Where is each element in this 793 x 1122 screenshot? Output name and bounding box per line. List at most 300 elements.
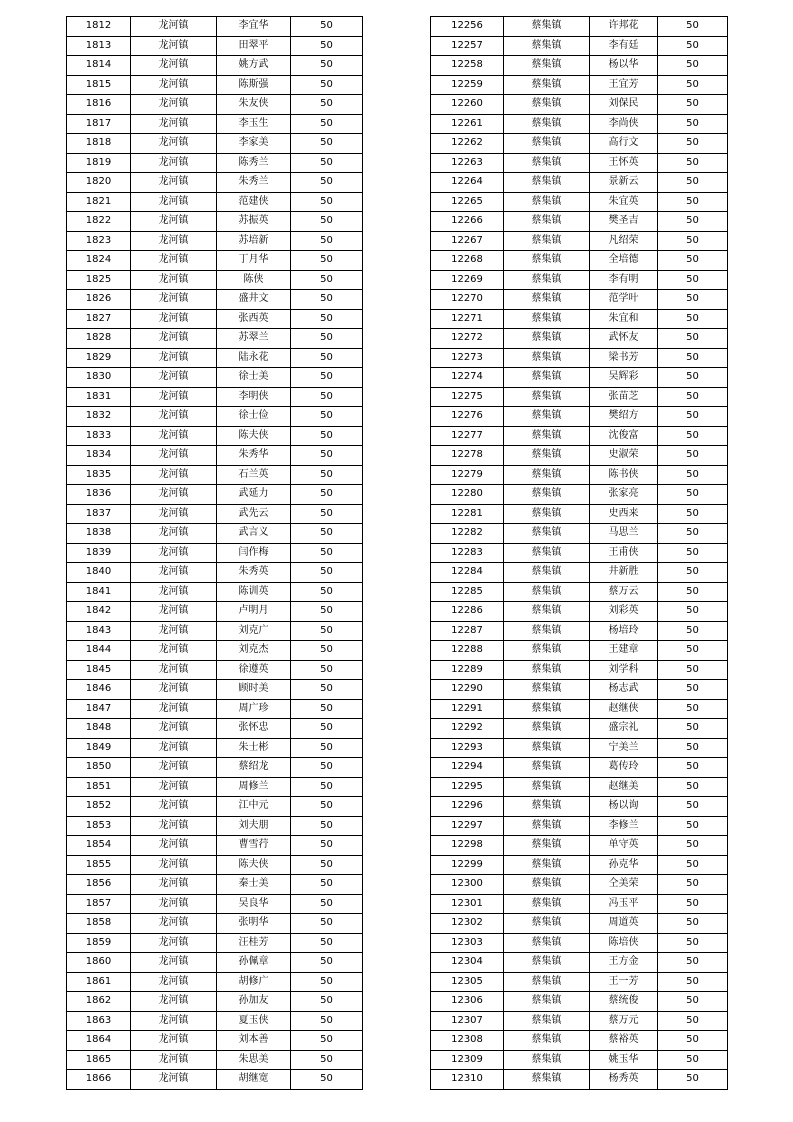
serial-cell: 1840: [67, 563, 131, 583]
amount-cell: 50: [658, 1031, 728, 1051]
name-cell: 胡修广: [217, 972, 291, 992]
amount-cell: 50: [291, 329, 363, 349]
name-cell: 杨志武: [590, 680, 658, 700]
table-row: [431, 758, 728, 778]
serial-cell: 12264: [431, 173, 504, 193]
serial-cell: 12272: [431, 329, 504, 349]
table-row: [67, 192, 363, 212]
town-cell: 蔡集镇: [504, 602, 590, 622]
town-cell: 龙河镇: [131, 426, 217, 446]
table-row: [67, 1070, 363, 1090]
town-cell: 龙河镇: [131, 153, 217, 173]
amount-cell: 50: [291, 797, 363, 817]
table-row: [431, 95, 728, 115]
table-row: [67, 680, 363, 700]
serial-cell: 12276: [431, 407, 504, 427]
serial-cell: 12305: [431, 972, 504, 992]
left-table-body: [67, 17, 363, 1090]
amount-cell: 50: [658, 270, 728, 290]
name-cell: 张怀忠: [217, 719, 291, 739]
serial-cell: 1853: [67, 816, 131, 836]
town-cell: 龙河镇: [131, 855, 217, 875]
table-row: [67, 426, 363, 446]
town-cell: 蔡集镇: [504, 212, 590, 232]
table-row: [431, 309, 728, 329]
town-cell: 龙河镇: [131, 407, 217, 427]
name-cell: 武先云: [217, 504, 291, 524]
table-row: [67, 134, 363, 154]
town-cell: 蔡集镇: [504, 504, 590, 524]
table-row: [431, 699, 728, 719]
name-cell: 秦士美: [217, 875, 291, 895]
town-cell: 蔡集镇: [504, 387, 590, 407]
town-cell: 龙河镇: [131, 114, 217, 134]
town-cell: 龙河镇: [131, 368, 217, 388]
name-cell: 闫作梅: [217, 543, 291, 563]
town-cell: 蔡集镇: [504, 231, 590, 251]
amount-cell: 50: [291, 836, 363, 856]
table-row: [67, 524, 363, 544]
town-cell: 蔡集镇: [504, 17, 590, 37]
amount-cell: 50: [658, 290, 728, 310]
amount-cell: 50: [658, 777, 728, 797]
table-row: [431, 368, 728, 388]
amount-cell: 50: [291, 719, 363, 739]
name-cell: 王一芳: [590, 972, 658, 992]
amount-cell: 50: [291, 251, 363, 271]
amount-cell: 50: [291, 699, 363, 719]
amount-cell: 50: [291, 758, 363, 778]
town-cell: 龙河镇: [131, 972, 217, 992]
amount-cell: 50: [291, 621, 363, 641]
town-cell: 蔡集镇: [504, 933, 590, 953]
table-row: [431, 36, 728, 56]
name-cell: 张明华: [217, 914, 291, 934]
serial-cell: 12295: [431, 777, 504, 797]
amount-cell: 50: [291, 134, 363, 154]
name-cell: 朱秀华: [217, 446, 291, 466]
table-row: [67, 816, 363, 836]
name-cell: 蔡统俊: [590, 992, 658, 1012]
town-cell: 龙河镇: [131, 699, 217, 719]
serial-cell: 12299: [431, 855, 504, 875]
name-cell: 张苗芝: [590, 387, 658, 407]
serial-cell: 12290: [431, 680, 504, 700]
name-cell: 徐士美: [217, 368, 291, 388]
table-row: [431, 1050, 728, 1070]
name-cell: 吴良华: [217, 894, 291, 914]
serial-cell: 12287: [431, 621, 504, 641]
town-cell: 龙河镇: [131, 17, 217, 37]
amount-cell: 50: [291, 1011, 363, 1031]
name-cell: 姚玉华: [590, 1050, 658, 1070]
town-cell: 龙河镇: [131, 329, 217, 349]
amount-cell: 50: [658, 17, 728, 37]
name-cell: 陈秀兰: [217, 153, 291, 173]
name-cell: 陈侠: [217, 270, 291, 290]
amount-cell: 50: [658, 231, 728, 251]
town-cell: 龙河镇: [131, 680, 217, 700]
serial-cell: 1850: [67, 758, 131, 778]
table-row: [431, 446, 728, 466]
name-cell: 徐士俭: [217, 407, 291, 427]
town-cell: 龙河镇: [131, 738, 217, 758]
serial-cell: 1857: [67, 894, 131, 914]
name-cell: 蔡万云: [590, 582, 658, 602]
town-cell: 蔡集镇: [504, 75, 590, 95]
town-cell: 龙河镇: [131, 914, 217, 934]
amount-cell: 50: [658, 465, 728, 485]
table-row: [67, 602, 363, 622]
amount-cell: 50: [291, 894, 363, 914]
table-row: [67, 1050, 363, 1070]
serial-cell: 1864: [67, 1031, 131, 1051]
town-cell: 龙河镇: [131, 953, 217, 973]
town-cell: 龙河镇: [131, 446, 217, 466]
serial-cell: 1820: [67, 173, 131, 193]
town-cell: 蔡集镇: [504, 426, 590, 446]
name-cell: 李有明: [590, 270, 658, 290]
serial-cell: 12271: [431, 309, 504, 329]
amount-cell: 50: [658, 446, 728, 466]
table-row: [67, 1031, 363, 1051]
table-row: [67, 368, 363, 388]
serial-cell: 12293: [431, 738, 504, 758]
table-row: [431, 641, 728, 661]
amount-cell: 50: [658, 602, 728, 622]
table-row: [67, 914, 363, 934]
amount-cell: 50: [291, 1070, 363, 1090]
name-cell: 顾时美: [217, 680, 291, 700]
town-cell: 蔡集镇: [504, 836, 590, 856]
serial-cell: 12281: [431, 504, 504, 524]
name-cell: 史淑荣: [590, 446, 658, 466]
name-cell: 吴辉彩: [590, 368, 658, 388]
name-cell: 范学叶: [590, 290, 658, 310]
table-row: [67, 17, 363, 37]
town-cell: 蔡集镇: [504, 543, 590, 563]
table-row: [67, 56, 363, 76]
table-row: [431, 816, 728, 836]
name-cell: 朱宜和: [590, 309, 658, 329]
town-cell: 蔡集镇: [504, 1070, 590, 1090]
name-cell: 王甫侠: [590, 543, 658, 563]
right-table-body: [431, 17, 728, 1090]
table-row: [431, 992, 728, 1012]
name-cell: 杨培玲: [590, 621, 658, 641]
serial-cell: 12268: [431, 251, 504, 271]
amount-cell: 50: [291, 1050, 363, 1070]
table-row: [67, 894, 363, 914]
amount-cell: 50: [658, 114, 728, 134]
amount-cell: 50: [291, 192, 363, 212]
serial-cell: 12285: [431, 582, 504, 602]
table-row: [431, 485, 728, 505]
town-cell: 龙河镇: [131, 816, 217, 836]
serial-cell: 1829: [67, 348, 131, 368]
table-row: [431, 855, 728, 875]
table-row: [67, 582, 363, 602]
amount-cell: 50: [291, 17, 363, 37]
town-cell: 龙河镇: [131, 387, 217, 407]
table-row: [67, 212, 363, 232]
table-row: [431, 660, 728, 680]
amount-cell: 50: [658, 387, 728, 407]
name-cell: 樊绍方: [590, 407, 658, 427]
serial-cell: 1819: [67, 153, 131, 173]
amount-cell: 50: [658, 56, 728, 76]
serial-cell: 1861: [67, 972, 131, 992]
serial-cell: 12284: [431, 563, 504, 583]
amount-cell: 50: [291, 407, 363, 427]
serial-cell: 12273: [431, 348, 504, 368]
amount-cell: 50: [291, 153, 363, 173]
name-cell: 许邦花: [590, 17, 658, 37]
name-cell: 单守英: [590, 836, 658, 856]
name-cell: 孙佩章: [217, 953, 291, 973]
name-cell: 高行文: [590, 134, 658, 154]
name-cell: 蔡裕英: [590, 1031, 658, 1051]
table-row: [67, 173, 363, 193]
serial-cell: 1838: [67, 524, 131, 544]
amount-cell: 50: [291, 387, 363, 407]
serial-cell: 12260: [431, 95, 504, 115]
table-row: [67, 875, 363, 895]
amount-cell: 50: [658, 153, 728, 173]
table-row: [431, 251, 728, 271]
name-cell: 李玉生: [217, 114, 291, 134]
table-row: [431, 153, 728, 173]
table-row: [431, 231, 728, 251]
table-row: [67, 621, 363, 641]
town-cell: 蔡集镇: [504, 738, 590, 758]
amount-cell: 50: [658, 582, 728, 602]
town-cell: 龙河镇: [131, 75, 217, 95]
table-row: [431, 894, 728, 914]
table-row: [431, 270, 728, 290]
town-cell: 蔡集镇: [504, 192, 590, 212]
name-cell: 陈斯强: [217, 75, 291, 95]
serial-cell: 12309: [431, 1050, 504, 1070]
serial-cell: 1822: [67, 212, 131, 232]
table-row: [431, 680, 728, 700]
town-cell: 蔡集镇: [504, 368, 590, 388]
name-cell: 陈夫侠: [217, 426, 291, 446]
amount-cell: 50: [658, 192, 728, 212]
serial-cell: 1837: [67, 504, 131, 524]
town-cell: 蔡集镇: [504, 290, 590, 310]
table-row: [431, 465, 728, 485]
name-cell: 江中元: [217, 797, 291, 817]
name-cell: 陈夫侠: [217, 855, 291, 875]
serial-cell: 1812: [67, 17, 131, 37]
town-cell: 龙河镇: [131, 56, 217, 76]
table-row: [67, 855, 363, 875]
amount-cell: 50: [658, 797, 728, 817]
table-row: [431, 1011, 728, 1031]
name-cell: 周广珍: [217, 699, 291, 719]
table-row: [431, 504, 728, 524]
table-row: [67, 114, 363, 134]
serial-cell: 1852: [67, 797, 131, 817]
serial-cell: 12263: [431, 153, 504, 173]
town-cell: 蔡集镇: [504, 972, 590, 992]
name-cell: 周道英: [590, 914, 658, 934]
town-cell: 蔡集镇: [504, 153, 590, 173]
table-row: [431, 114, 728, 134]
amount-cell: 50: [291, 875, 363, 895]
table-row: [431, 836, 728, 856]
name-cell: 刘彩英: [590, 602, 658, 622]
amount-cell: 50: [291, 816, 363, 836]
table-row: [431, 602, 728, 622]
amount-cell: 50: [658, 1011, 728, 1031]
amount-cell: 50: [658, 699, 728, 719]
serial-cell: 1845: [67, 660, 131, 680]
name-cell: 刘克杰: [217, 641, 291, 661]
amount-cell: 50: [658, 251, 728, 271]
amount-cell: 50: [291, 602, 363, 622]
serial-cell: 12261: [431, 114, 504, 134]
name-cell: 卢明月: [217, 602, 291, 622]
name-cell: 井新胜: [590, 563, 658, 583]
amount-cell: 50: [658, 1070, 728, 1090]
name-cell: 刘学科: [590, 660, 658, 680]
serial-cell: 12302: [431, 914, 504, 934]
serial-cell: 12303: [431, 933, 504, 953]
table-row: [431, 914, 728, 934]
serial-cell: 1823: [67, 231, 131, 251]
town-cell: 龙河镇: [131, 290, 217, 310]
town-cell: 蔡集镇: [504, 855, 590, 875]
town-cell: 龙河镇: [131, 563, 217, 583]
serial-cell: 1846: [67, 680, 131, 700]
name-cell: 陈培侠: [590, 933, 658, 953]
name-cell: 刘本善: [217, 1031, 291, 1051]
amount-cell: 50: [291, 914, 363, 934]
table-row: [67, 719, 363, 739]
name-cell: 杨以华: [590, 56, 658, 76]
amount-cell: 50: [291, 992, 363, 1012]
serial-cell: 1848: [67, 719, 131, 739]
town-cell: 蔡集镇: [504, 485, 590, 505]
town-cell: 龙河镇: [131, 777, 217, 797]
name-cell: 陈训英: [217, 582, 291, 602]
amount-cell: 50: [291, 543, 363, 563]
table-row: [67, 777, 363, 797]
town-cell: 蔡集镇: [504, 446, 590, 466]
town-cell: 蔡集镇: [504, 699, 590, 719]
left-table: [66, 16, 363, 1090]
amount-cell: 50: [291, 933, 363, 953]
name-cell: 李尚侠: [590, 114, 658, 134]
town-cell: 蔡集镇: [504, 875, 590, 895]
table-row: [67, 153, 363, 173]
table-row: [67, 485, 363, 505]
town-cell: 蔡集镇: [504, 251, 590, 271]
town-cell: 蔡集镇: [504, 173, 590, 193]
serial-cell: 1855: [67, 855, 131, 875]
serial-cell: 12294: [431, 758, 504, 778]
serial-cell: 1833: [67, 426, 131, 446]
town-cell: 蔡集镇: [504, 309, 590, 329]
table-row: [67, 75, 363, 95]
serial-cell: 1830: [67, 368, 131, 388]
amount-cell: 50: [658, 524, 728, 544]
table-row: [67, 699, 363, 719]
town-cell: 龙河镇: [131, 348, 217, 368]
name-cell: 梁书芳: [590, 348, 658, 368]
name-cell: 李有廷: [590, 36, 658, 56]
amount-cell: 50: [291, 563, 363, 583]
table-row: [67, 290, 363, 310]
serial-cell: 1843: [67, 621, 131, 641]
name-cell: 孙加友: [217, 992, 291, 1012]
town-cell: 蔡集镇: [504, 270, 590, 290]
name-cell: 马思兰: [590, 524, 658, 544]
name-cell: 史西来: [590, 504, 658, 524]
serial-cell: 12301: [431, 894, 504, 914]
table-row: [67, 309, 363, 329]
name-cell: 王怀英: [590, 153, 658, 173]
serial-cell: 1818: [67, 134, 131, 154]
serial-cell: 12274: [431, 368, 504, 388]
name-cell: 景新云: [590, 173, 658, 193]
amount-cell: 50: [291, 680, 363, 700]
amount-cell: 50: [658, 953, 728, 973]
table-row: [431, 426, 728, 446]
table-row: [431, 582, 728, 602]
serial-cell: 1859: [67, 933, 131, 953]
town-cell: 蔡集镇: [504, 407, 590, 427]
name-cell: 夏玉侠: [217, 1011, 291, 1031]
table-row: [431, 173, 728, 193]
town-cell: 蔡集镇: [504, 524, 590, 544]
town-cell: 蔡集镇: [504, 641, 590, 661]
serial-cell: 1825: [67, 270, 131, 290]
name-cell: 田翠平: [217, 36, 291, 56]
town-cell: 龙河镇: [131, 192, 217, 212]
table-row: [431, 543, 728, 563]
name-cell: 王建章: [590, 641, 658, 661]
amount-cell: 50: [658, 680, 728, 700]
serial-cell: 12307: [431, 1011, 504, 1031]
name-cell: 宁美兰: [590, 738, 658, 758]
serial-cell: 12288: [431, 641, 504, 661]
name-cell: 葛传玲: [590, 758, 658, 778]
amount-cell: 50: [291, 446, 363, 466]
serial-cell: 1854: [67, 836, 131, 856]
table-row: [67, 95, 363, 115]
serial-cell: 12279: [431, 465, 504, 485]
name-cell: 仝美荣: [590, 875, 658, 895]
table-row: [67, 504, 363, 524]
town-cell: 龙河镇: [131, 1031, 217, 1051]
amount-cell: 50: [291, 212, 363, 232]
amount-cell: 50: [658, 348, 728, 368]
serial-cell: 12280: [431, 485, 504, 505]
serial-cell: 12256: [431, 17, 504, 37]
name-cell: 范建侠: [217, 192, 291, 212]
town-cell: 蔡集镇: [504, 465, 590, 485]
name-cell: 李宜华: [217, 17, 291, 37]
name-cell: 丁月华: [217, 251, 291, 271]
serial-cell: 1832: [67, 407, 131, 427]
amount-cell: 50: [658, 758, 728, 778]
serial-cell: 1862: [67, 992, 131, 1012]
serial-cell: 12257: [431, 36, 504, 56]
table-row: [67, 270, 363, 290]
